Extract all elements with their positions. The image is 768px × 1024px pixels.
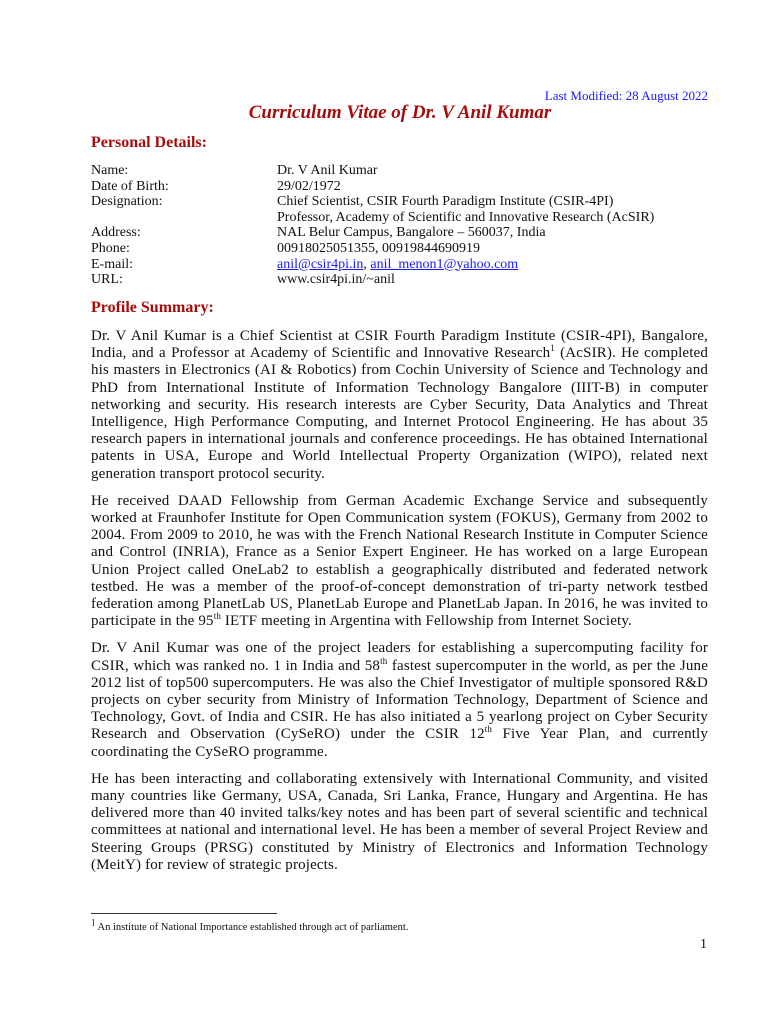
paragraph <box>91 493 708 631</box>
text: IETF meeting in Argentina with Fellowship from Internet Society. <box>221 613 632 630</box>
page-title: Curriculum Vitae of Dr. V Anil Kumar <box>248 102 552 123</box>
detail-phone <box>91 241 654 257</box>
value: Professor, Academy of Scientific and Innovative Research (AcSIR) <box>277 209 655 225</box>
text: He received DAAD Fellowship from German Academic Exchange Service and subsequently worked at Fraunhofer Institute for Open Communication system (FOKUS), Germany from 2002 to 2004. From 2009 to 2010, he was with the French National Research Institute in Computer Science and Control (INRIA), France as a Senior Expert Engineer. He has worked on a large European Union Project called OneLab2 to establish a geographically distributed and federated network testbed. He was a member of the proof-of-concept demonstration of tri-party network testbed federation among PlanetLab US, PlanetLab Europe and PlanetLab Japan. In 2016, he was invited to participate in the 95 <box>91 492 708 630</box>
value: www.csir4pi.in/~anil <box>277 272 395 288</box>
label: Phone: <box>91 240 130 256</box>
text: Dr. V Anil Kumar is a Chief Scientist at CSIR Fourth Paradigm Institute (CSIR-4PI), Bangalore, India, and a Professor at Academy of Scientific and Innovative Research <box>91 328 708 362</box>
ordinal-suffix: th <box>380 655 388 666</box>
paragraph <box>91 328 708 483</box>
value: Chief Scientist, CSIR Fourth Paradigm Institute (CSIR-4PI) <box>277 194 614 210</box>
label: E-mail: <box>91 256 133 272</box>
value: Dr. V Anil Kumar <box>277 163 378 178</box>
page-number: 1 <box>700 937 707 952</box>
text: Dr. V Anil Kumar was one of the project leaders for establishing a supercomputing facility for CSIR, which was ranked no. 1 in India and 58 <box>91 640 708 674</box>
last-modified: Last Modified: 28 August 2022 <box>544 88 708 103</box>
footnote-mark: 1 <box>91 917 96 928</box>
label: Name: <box>91 163 129 178</box>
personal-details-heading: Personal Details: <box>91 134 207 151</box>
detail-designation-2 <box>91 210 654 226</box>
value: NAL Belur Campus, Bangalore – 560037, India <box>277 225 546 241</box>
paragraph: He has been interacting and collaborating extensively with International Community, and visited many countries like Germany, USA, Canada, Sri Lanka, France, Hungary and Argentina. He has delivered more than 40 invited talks/key notes and has been part of several scientific and technical committees at national and international level. He has been a member of several Project Review and Steering Groups (PRSG) constituted by Ministry of Electronics and Information Technology (MeitY) for review of strategic projects. <box>91 770 708 873</box>
text: (AcSIR). He completed his masters in Electronics (AI & Robotics) from Cochin University of Science and Technology and PhD from International Institute of Information Technology Bangalore (IIIT-B) in computer networking and security. His research interests are Cyber Security, Data Analytics and Threat Intelligence, High Performance Computing, and Internet Protocol Engineering. He has about 35 research papers in international journals and conference proceedings. He has obtained International patents in USA, Europe and World Intellectual Property Organization (WIPO), related next generation transport protocol security. <box>91 345 708 482</box>
label: Address: <box>91 225 141 241</box>
footnote <box>91 917 409 933</box>
ordinal-suffix: th <box>484 724 493 735</box>
detail-name <box>91 163 654 179</box>
detail-designation <box>91 194 654 210</box>
detail-address <box>91 225 654 241</box>
footnote-ref[interactable]: 1 <box>550 343 555 354</box>
personal-details <box>91 163 654 288</box>
ordinal-suffix: th <box>213 611 222 622</box>
footnote-divider <box>91 913 277 914</box>
value: 29/02/1972 <box>277 178 341 194</box>
profile-summary <box>91 328 708 884</box>
label: Designation: <box>91 194 163 210</box>
value: 00918025051355, 00919844690919 <box>277 240 480 256</box>
detail-url <box>91 272 654 288</box>
email-link-2[interactable]: anil_menon1@yahoo.com <box>370 256 519 272</box>
footnote-text: An institute of National Importance established through act of parliament. <box>95 922 409 933</box>
text: fastest supercomputer in the world, as per the June 2012 list of top500 supercomputers. He was also the Chief Investigator of multiple sponsored R&D projects on cyber security from Ministry of Information Technology, Department of Science and Technology, Govt. of India and CSIR. He has also initiated a 5 yearlong project on Cyber Security Research and Observation (CySeRO) under the CSIR 12 <box>91 657 709 743</box>
separator: , <box>363 256 371 272</box>
detail-email <box>91 257 654 273</box>
profile-summary-heading: Profile Summary: <box>91 299 214 316</box>
detail-dob <box>91 179 654 195</box>
label: Date of Birth: <box>91 178 169 194</box>
label: URL: <box>91 272 123 288</box>
paragraph <box>91 640 708 760</box>
email-link-1[interactable]: anil@csir4pi.in <box>277 256 364 272</box>
text: Five Year Plan, and currently coordinating the CySeRO programme. <box>91 726 709 760</box>
